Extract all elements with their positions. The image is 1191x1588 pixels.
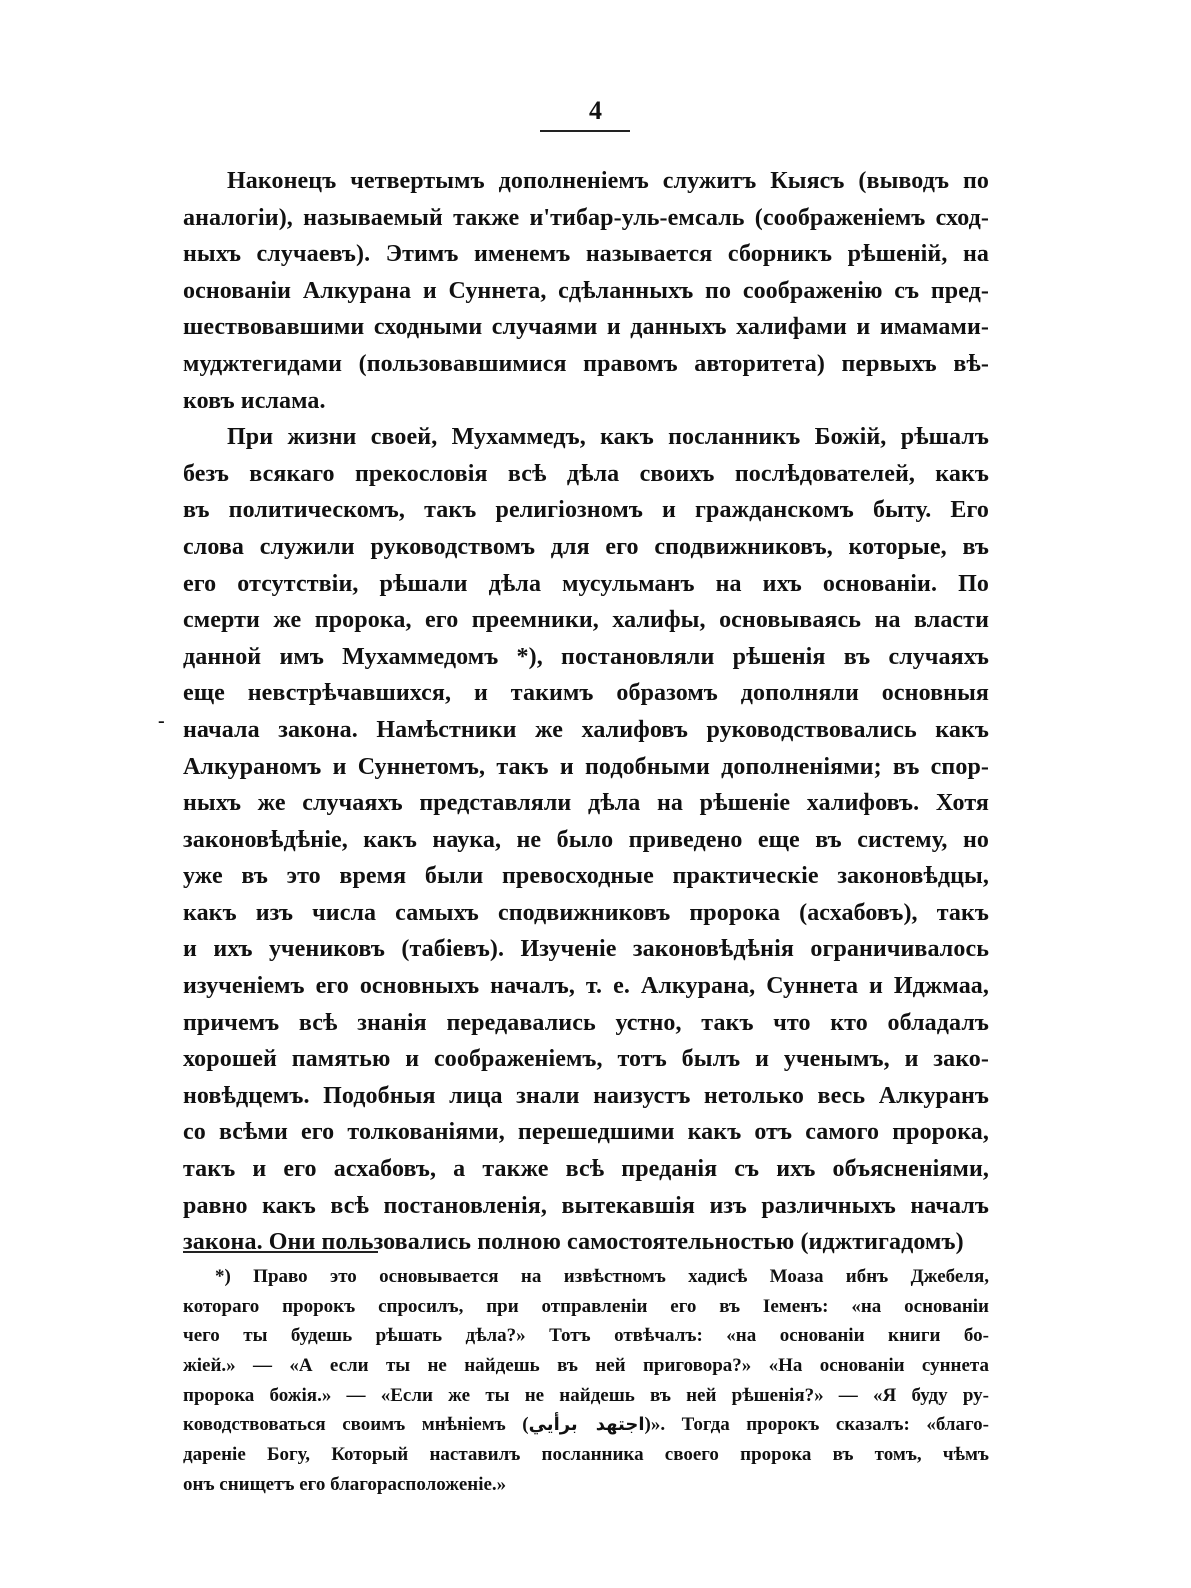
footnote-line: *) Право это основывается на извѣстномъ хадисѣ Моаза ибнъ Джебеля, bbox=[215, 1266, 989, 1287]
text-line: хорошей памятью и соображеніемъ, тотъ былъ и ученымъ, и зако- bbox=[183, 1046, 989, 1073]
text-line: Алкураномъ и Суннетомъ, такъ и подобными дополненіями; въ спор- bbox=[183, 753, 989, 780]
arabic-phrase: اجتهد برأيي bbox=[528, 1414, 645, 1436]
text-line: законовѣдѣніе, какъ наука, не было приведено еще въ систему, но bbox=[183, 826, 989, 853]
text-line: его отсутствіи, рѣшали дѣла мусульманъ на ихъ основаніи. По bbox=[183, 570, 989, 597]
text-line: ныхъ случаевъ). Этимъ именемъ называется сборникъ рѣшеній, на bbox=[183, 241, 989, 268]
text-line: какъ изъ числа самыхъ сподвижниковъ пророка (асхабовъ), такъ bbox=[183, 899, 989, 926]
text-line: данной имъ Мухаммедомъ *), постановляли рѣшенія въ случаяхъ bbox=[183, 643, 989, 670]
text-line: закона. Они пользовались полною самостоятельностью (иджтигадомъ) bbox=[183, 1229, 964, 1256]
text-line: равно какъ всѣ постановленія, вытекавшія изъ различныхъ началъ bbox=[183, 1192, 989, 1219]
text-line: изученіемъ его основныхъ началъ, т. е. Алкурана, Суннета и Иджмаа, bbox=[183, 973, 989, 1000]
footnote-line: чего ты будешь рѣшать дѣла?» Тотъ отвѣчалъ: «на основаніи книги бо- bbox=[183, 1325, 989, 1347]
text-line: въ политическомъ, такъ религіозномъ и гражданскомъ быту. Его bbox=[183, 497, 989, 524]
text-line: такъ и его асхабовъ, а также всѣ преданія съ ихъ объясненіями, bbox=[183, 1156, 989, 1183]
footnote-line: котораго пророкъ спросилъ, при отправленіи его въ Іеменъ: «на основаніи bbox=[183, 1295, 989, 1317]
text-line: причемъ всѣ знанія передавались устно, такъ что кто обладалъ bbox=[183, 1009, 989, 1036]
text-line: еще невстрѣчавшихся, и такимъ образомъ дополняли основныя bbox=[183, 680, 989, 707]
footnote-text-segment: ководствоваться своимъ мнѣніемъ ( bbox=[183, 1414, 529, 1436]
text-line: смерти же пророка, его преемники, халифы, основываясь на власти bbox=[183, 607, 989, 634]
text-line: муджтегидами (пользовавшимися правомъ авторитета) первыхъ вѣ- bbox=[183, 350, 989, 377]
footnote-line-with-arabic bbox=[183, 1410, 989, 1440]
footnote-line: пророка божія.» — «Если же ты не найдешь въ ней рѣшенія?» — «Я буду ру- bbox=[183, 1384, 989, 1406]
page-number-rule bbox=[540, 130, 630, 132]
text-line: безъ всякаго прекословія всѣ дѣла своихъ послѣдователей, какъ bbox=[183, 460, 989, 487]
text-line: При жизни своей, Мухаммедъ, какъ посланникъ Божій, рѣшалъ bbox=[227, 424, 989, 451]
text-line: уже въ это время были превосходные практическіе законовѣдцы, bbox=[183, 863, 989, 890]
footnote-line: жіей.» — «А если ты не найдешь въ ней приговора?» «На основаніи суннета bbox=[183, 1355, 989, 1377]
body-text bbox=[183, 163, 989, 1261]
text-line: ковъ ислама. bbox=[183, 387, 326, 414]
footnote-line: дареніе Богу, Который наставилъ посланника своего пророка въ томъ, чѣмъ bbox=[183, 1444, 989, 1466]
margin-mark: - bbox=[158, 710, 165, 732]
text-line: Наконецъ четвертымъ дополненіемъ служитъ Кыясъ (выводъ по bbox=[227, 168, 989, 194]
footnote bbox=[183, 1262, 989, 1500]
text-line: аналогіи), называемый также и'тибар-уль-емсаль (соображеніемъ сход- bbox=[183, 204, 989, 231]
footnote-line: онъ снищетъ его благорасположеніе.» bbox=[183, 1473, 507, 1495]
text-line: начала закона. Намѣстники же халифовъ руководствовались какъ bbox=[183, 716, 989, 743]
text-line: слова служили руководствомъ для его сподвижниковъ, которые, въ bbox=[183, 533, 989, 560]
text-line: основаніи Алкурана и Суннета, сдѣланныхъ по соображенію съ пред- bbox=[183, 277, 989, 304]
text-line: шествовавшими сходными случаями и данныхъ халифами и имамами- bbox=[183, 314, 989, 341]
text-line: ныхъ же случаяхъ представляли дѣла на рѣшеніе халифовъ. Хотя bbox=[183, 790, 989, 817]
text-line: со всѣми его толкованіями, перешедшими какъ отъ самого пророка, bbox=[183, 1119, 989, 1146]
footnote-rule bbox=[183, 1251, 378, 1253]
page-number: 4 bbox=[589, 96, 602, 125]
text-line: и ихъ учениковъ (табіевъ). Изученіе законовѣдѣнія ограничивалось bbox=[183, 936, 989, 963]
footnote-text-segment: )». Тогда пророкъ сказалъ: «благо- bbox=[644, 1414, 989, 1436]
text-line: новѣдцемъ. Подобныя лица знали наизустъ нетолько весь Алкуранъ bbox=[183, 1082, 989, 1109]
